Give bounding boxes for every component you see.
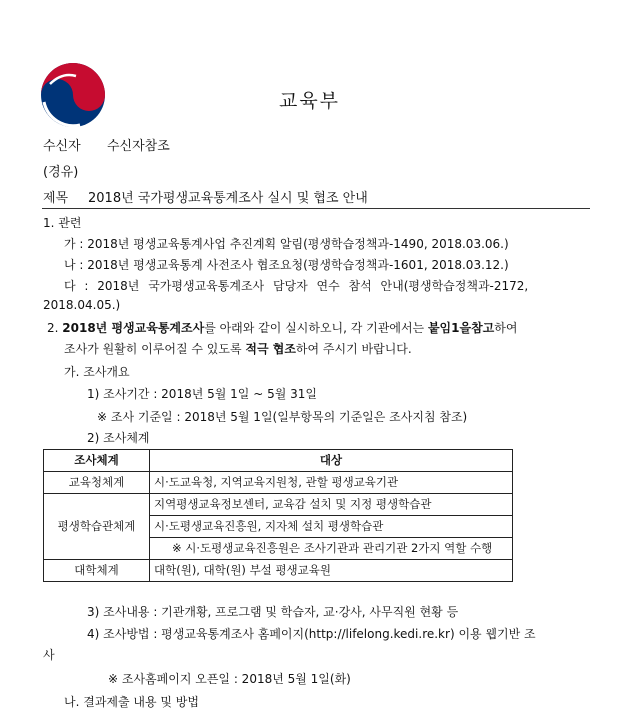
survey-method-line1: 4) 조사방법 : 평생교육통계조사 홈페이지(http://lifelong.kedi.re.kr) 이용 웹기반 조 [87, 627, 536, 641]
survey-content: 3) 조사내용 : 기관개황, 프로그램 및 학습자, 교·강사, 사무직원 현황 등 [87, 605, 459, 619]
section-2-text1: 를 아래와 같이 실시하오니, 각 기관에서는 [204, 321, 428, 335]
section-2-line2a: 조사가 원활히 이루어질 수 있도록 [64, 342, 246, 356]
attachment-bold: 붙임1을참고 [427, 321, 495, 335]
table-header-row [44, 450, 513, 472]
cooperation-bold: 적극 협조 [245, 342, 296, 356]
survey-period: 1) 조사기간 : 2018년 5월 1일 ~ 5월 31일 [87, 387, 317, 401]
ref-c-line2: 2018.04.05.) [43, 298, 121, 312]
survey-system-table [43, 449, 513, 582]
via-label: (경유) [43, 165, 79, 180]
row-target: 지역평생교육정보센터, 교육감 설치 및 지정 평생학습관 [150, 494, 513, 516]
survey-method-line2: 사 [43, 648, 55, 662]
survey-site-open-note: ※ 조사홈페이지 오픈일 : 2018년 5월 1일(화) [108, 672, 351, 686]
table-row [44, 472, 513, 494]
section-2-paragraph [47, 319, 517, 336]
result-submission-title: 나. 결과제출 내용 및 방법 [64, 695, 199, 709]
subject-divider [42, 208, 590, 209]
section-2-text2: 하여 [494, 321, 518, 335]
section-2-line2b: 하여 주시기 바랍니다. [295, 342, 412, 356]
recipient-value: 수신자참조 [107, 139, 170, 154]
survey-system-title: 2) 조사체계 [87, 431, 150, 445]
subject-label: 제목 [43, 191, 69, 206]
ref-c-line1: 다 : 2018년 국가평생교육통계조사 담당자 연수 참석 안내(평생학습정책과-2172, [64, 279, 529, 293]
overview-title: 가. 조사개요 [64, 365, 130, 379]
row-category: 대학체계 [44, 560, 150, 582]
section-2-number: 2. [47, 321, 59, 335]
section-2-line2 [64, 340, 412, 357]
row-target: 시·도교육청, 지역교육지원청, 관할 평생교육기관 [150, 472, 513, 494]
ministry-title: 교육부 [278, 90, 341, 112]
table-row [44, 560, 513, 582]
recipient-label: 수신자 [43, 139, 81, 154]
row-category: 평생학습관체계 [44, 494, 150, 560]
row-category: 교육청체계 [44, 472, 150, 494]
subject-value: 2018년 국가평생교육통계조사 실시 및 협조 안내 [88, 191, 368, 206]
row-target: 시·도평생교육진흥원, 지자체 설치 평생학습관 [150, 516, 513, 538]
row-target: 대학(원), 대학(원) 부설 평생교육원 [150, 560, 513, 582]
row-target-note: ※ 시·도평생교육진흥원은 조사기관과 관리기관 2가지 역할 수행 [150, 538, 513, 560]
ref-a: 가 : 2018년 평생교육통계사업 추진계획 알림(평생학습정책과-1490, 2018.03.06.) [64, 237, 509, 251]
table-row [44, 494, 513, 516]
ref-b: 나 : 2018년 평생교육통계 사전조사 협조요청(평생학습정책과-1601, 2018.03.12.) [64, 258, 509, 272]
section-1-title: 1. 관련 [43, 216, 82, 230]
survey-base-date-note: ※ 조사 기준일 : 2018년 5월 1일(일부항목의 기준일은 조사지침 참조) [97, 410, 468, 424]
survey-name-bold: 2018년 평생교육통계조사 [62, 321, 205, 335]
col-survey-system: 조사체계 [44, 450, 150, 472]
col-target: 대상 [150, 450, 513, 472]
